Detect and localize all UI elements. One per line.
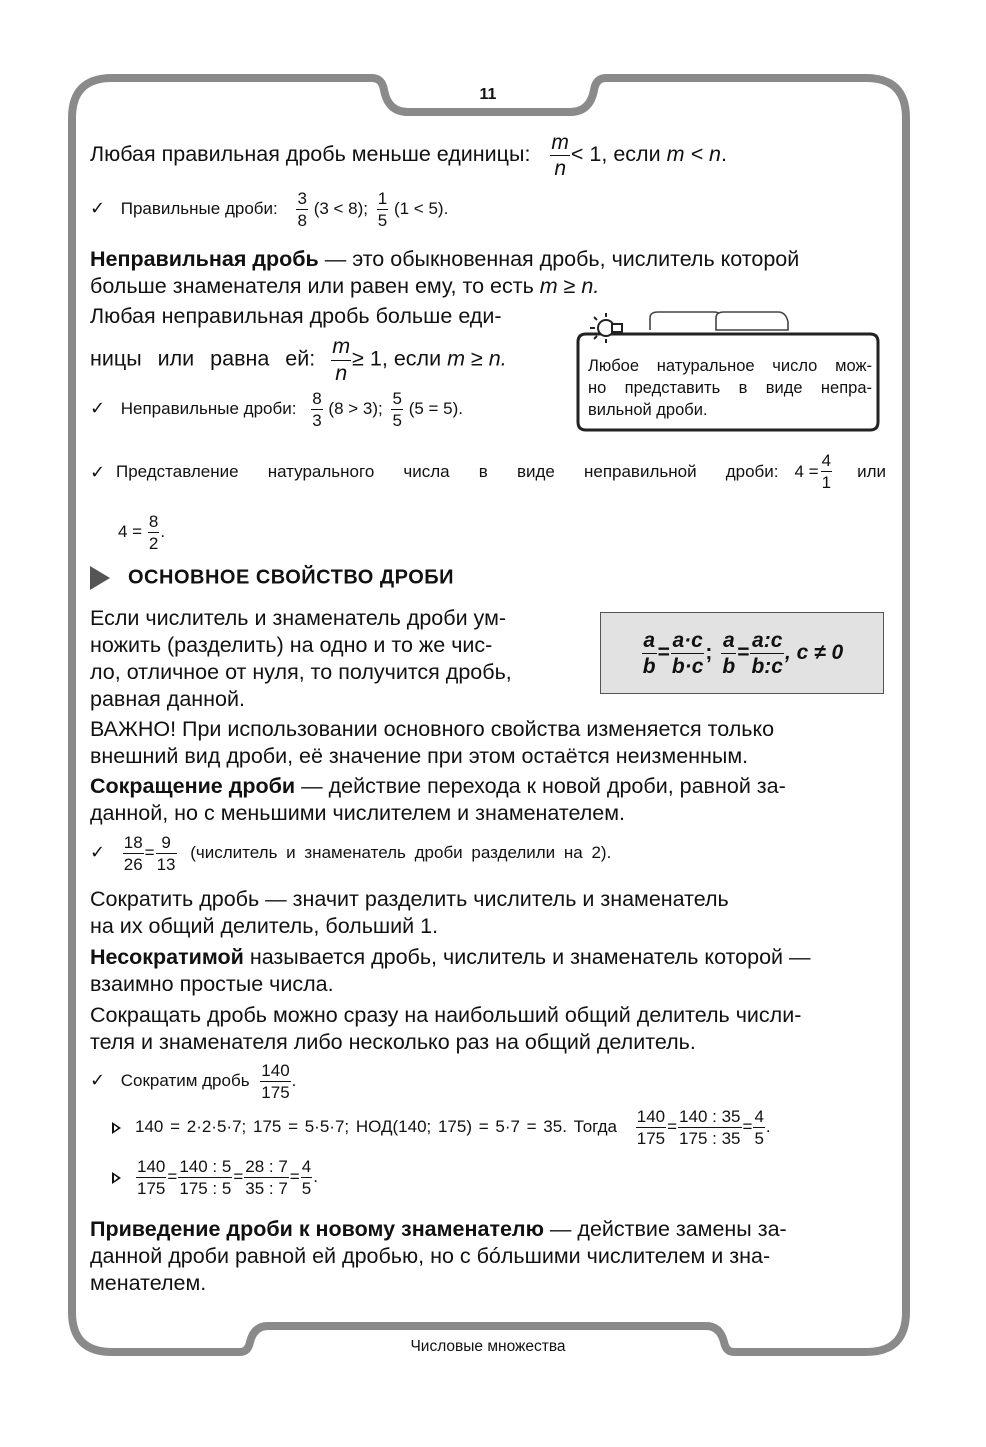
check-icon: ✓ [90,841,106,862]
check-icon: ✓ [90,397,106,418]
reduction-definition: Сокращение дроби — действие перехода к новой дроби, равной за- данной, но с меньшими числителем и знаменателем. [90,774,786,825]
improper-fraction-example: ✓ Неправильные дроби: $\frac{8}{3}$ (8 > 3); $\frac{5}{5}$ (5 = 5). [90,389,464,430]
term-reduction: Сокращение дроби [90,774,296,798]
example-140-175: ✓ Сократим дробь $\frac{140}{175}$ . [90,1061,297,1102]
reduction-statement: Сократить дробь — значит разделить числитель и знаменатель на их общий делитель, больший 1. [90,887,729,938]
section-heading: ОСНОВНОЕ СВОЙСТВО ДРОБИ [90,566,454,590]
irreducible-definition: Несократимой называется дробь, числитель и знаменатель которой — взаимно простые числа. [90,945,811,996]
reduction-example: ✓ $\frac{18}{26}$ = $\frac{9}{13}$ (числитель и знаменатель дроби разделили на 2). [90,833,612,874]
proper-fraction-example: ✓ Правильные дроби: $\frac{3}{8}$ (3 < 8); $\frac{1}{5}$ (1 < 5). [90,189,449,230]
tip-box [574,308,886,434]
term-improper-fraction: Неправильная дробь [90,247,319,271]
arrow-icon [112,1122,121,1134]
arrow-icon [90,566,110,590]
check-icon: ✓ [90,461,106,482]
term-new-denominator: Приведение дроби к новому знаменателю [90,1217,544,1241]
new-denominator-definition: Приведение дроби к новому знаменателю — действие замены за- данной дроби равной ей дробью, но с бóльшими числителем и зна- менателем. [90,1217,787,1295]
fraction-property-text: Если числитель и знаменатель дроби ум- ножить (разделить) на одно и то же чис- ло, отличное от нуля, то получится дробь, равная данной. [90,606,512,711]
improper-fraction-definition: Неправильная дробь — это обыкновенная дробь, числитель которой больше знаменателя или равен ему, то есть m ≥ n. [90,247,800,298]
natural-number-example: ✓ Представление натурального числа в виде неправильной дроби: 4 = $\frac{4}{1}$ или 4 = $\frac{8}{2}$ . [90,451,886,553]
solution-step-1: 140 = 2·2·5·7; 175 = 5·5·7; НОД(140; 175) = 5·7 = 35. Тогда $\frac{140}{175}$ = $\frac{140 : 35}{175 : 35}$ = $\frac{4}{5}$ . [112,1108,886,1147]
check-icon: ✓ [90,1069,106,1090]
m-over-n-fraction: $\frac{m}{n}$ [551,131,569,180]
solution-step-2: $\frac{140}{175}$ = $\frac{140 : 5}{175 : 5}$ = $\frac{28 : 7}{35 : 7}$ = $\frac{4}{5}$ . [112,1158,886,1197]
lightbulb-icon [588,312,626,344]
important-note: ВАЖНО! При использовании основного свойства изменяется только внешний вид дроби, её значение при этом остаётся неизменным. [90,717,775,768]
check-icon: ✓ [90,197,106,218]
property-formula-box: $\frac{a}{b}$ = $\frac{a\cdot c}{b\cdot c}$ ; $\frac{a}{b}$ = $\frac{a:c}{b:c}$ , c ≠ 0 [600,612,884,694]
page-number: 11 [479,86,497,103]
improper-fraction-statement: Любая неправильная дробь больше еди- ницы или равна ей: $\frac{m}{n}$ ≥ 1, если m ≥ n. [90,304,507,385]
proper-fraction-statement: Любая правильная дробь меньше единицы: $\frac{m}{n}$ < 1, если m < n. [90,131,727,180]
tip-text: Любое натуральное число мож- но представить в виде непра- вильной дроби. [588,357,872,419]
reduce-by-gcd-statement: Сокращать дробь можно сразу на наибольший общий делитель числи- теля и знаменателя либо несколько раз на общий делитель. [90,1003,802,1054]
term-irreducible: Несократимой [90,945,244,969]
page-footer: Числовые множества [410,1338,566,1355]
arrow-icon [112,1172,121,1184]
statement-text: Любая правильная дробь меньше единицы: [90,142,531,167]
